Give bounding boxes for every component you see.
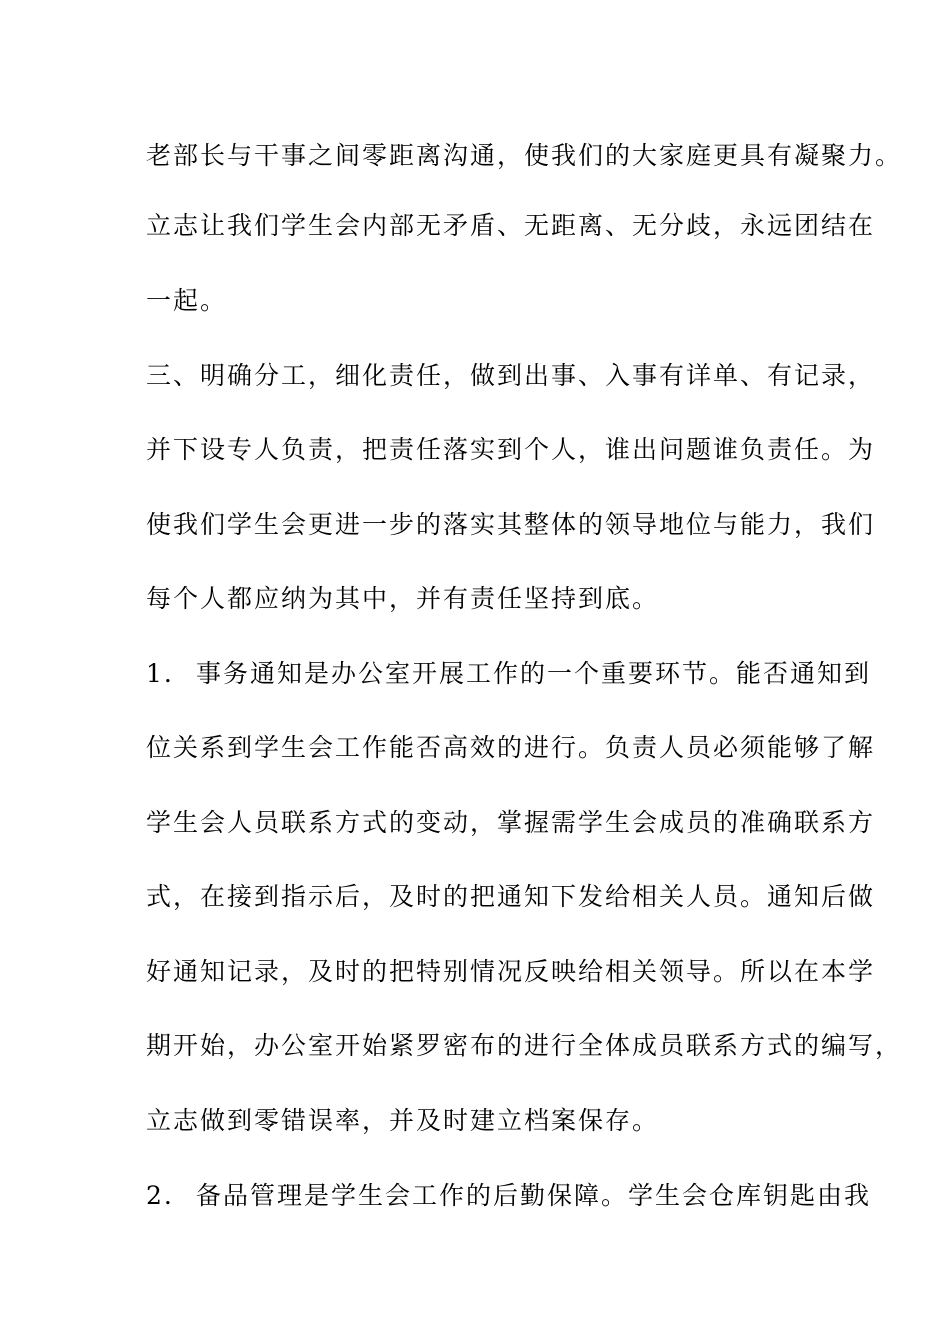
text-line: 使我们学生会更进一步的落实其整体的领导地位与能力，我们	[146, 510, 876, 539]
text-line: 学生会人员联系方式的变动，掌握需学生会成员的准确联系方	[146, 808, 876, 837]
item-text: 备品管理是学生会工作的后勤保障。学生会仓库钥匙由我	[196, 1181, 872, 1210]
text-line: 期开始，办公室开始紧罗密布的进行全体成员联系方式的编写，	[146, 1031, 903, 1060]
text-line: 每个人都应纳为其中，并有责任坚持到底。	[146, 584, 660, 613]
text-line: 位关系到学生会工作能否高效的进行。负责人员必须能够了解	[146, 733, 876, 762]
text-line: 一起。	[146, 286, 228, 315]
section-heading-line: 三、明确分工，细化责任，做到出事、入事有详单、有记录，	[146, 361, 876, 390]
item-number: 2.	[146, 1181, 174, 1210]
item-number: 1.	[146, 659, 174, 688]
text-line: 好通知记录，及时的把特别情况反映给相关领导。所以在本学	[146, 957, 876, 986]
list-item-line	[146, 1176, 872, 1216]
text-line: 老部长与干事之间零距离沟通，使我们的大家庭更具有凝聚力。	[146, 141, 903, 170]
text-line: 并下设专人负责，把责任落实到个人，谁出问题谁负责任。为	[146, 435, 876, 464]
text-line: 立志做到零错误率，并及时建立档案保存。	[146, 1106, 660, 1135]
text-line: 立志让我们学生会内部无矛盾、无距离、无分歧，永远团结在	[146, 211, 876, 240]
text-line: 式，在接到指示后，及时的把通知下发给相关人员。通知后做	[146, 882, 876, 911]
list-item-line	[146, 654, 872, 694]
item-text: 事务通知是办公室开展工作的一个重要环节。能否通知到	[196, 659, 872, 688]
